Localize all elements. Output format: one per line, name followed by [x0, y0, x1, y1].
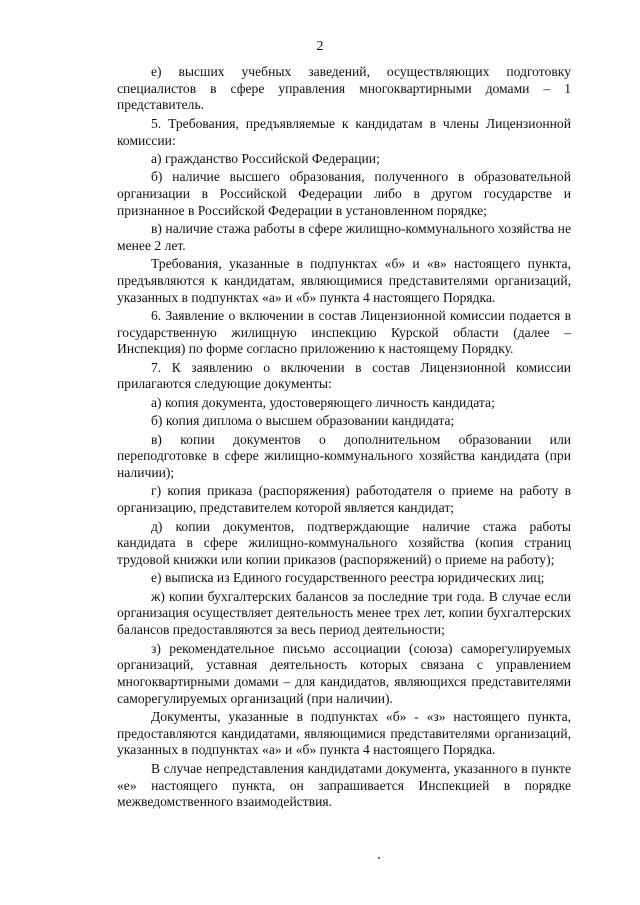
paragraph-13: д) копии документов, подтверждающие наличие стажа работы кандидата в сфере жилищно-коммунального хозяйства (копия страниц трудовой книжки или копии приказов (распоряжений) о приеме на работу); [117, 518, 571, 567]
paragraph-15: ж) копии бухгалтерских балансов за последние три года. В случае если организация осуществляет деятельность менее трех лет, копии бухгалтерских балансов предоставляются за весь период деятельности; [117, 588, 571, 638]
scan-speck [378, 857, 380, 859]
paragraph-16: з) рекомендательное письмо ассоциации (союза) саморегулируемых организаций, уставная деятельность которых связана с управлением многоквартирными домами – для кандидатов, являющихся представителями саморегулируемых организаций (при наличии). [117, 640, 571, 706]
paragraph-2: 5. Требования, предъявляемые к кандидатам в члены Лицензионной комиссии: [117, 115, 571, 148]
paragraph-10: б) копия диплома о высшем образовании кандидата; [151, 413, 455, 429]
paragraph-18: В случае непредставления кандидатами документа, указанного в пункте «е» настоящего пункта, он запрашивается Инспекцией в порядке межведомственного взаимодействия. [117, 760, 571, 810]
paragraph-12: г) копия приказа (распоряжения) работодателя о приеме на работу в организацию, представителем которой является кандидат; [117, 483, 571, 516]
paragraph-1: е) высших учебных заведений, осуществляющих подготовку специалистов в сфере управления многоквартирными домами – 1 представитель. [117, 64, 571, 113]
paragraph-5: в) наличие стажа работы в сфере жилищно-коммунального хозяйства не менее 2 лет. [117, 221, 571, 253]
paragraph-11: в) копии документов о дополнительном образовании или переподготовке в сфере жилищно-коммунального хозяйства кандидата (при наличии); [117, 431, 571, 481]
paragraph-14: е) выписка из Единого государственного реестра юридических лиц; [151, 570, 545, 586]
paragraph-6: Требования, указанные в подпунктах «б» и «в» настоящего пункта, предъявляются к кандидатам, являющимися представителями организаций, указанных в подпунктах «а» и «б» пункта 4 настоящего Порядка. [117, 256, 571, 305]
paragraph-17: Документы, указанные в подпунктах «б» - «з» настоящего пункта, предоставляются кандидатами, являющимися представителями организаций, указанных в подпунктах «а» и «б» пункта 4 настоящего Порядка. [117, 709, 571, 758]
paragraph-7: 6. Заявление о включении в состав Лицензионной комиссии подается в государственную жилищную инспекцию Курской области (далее – Инспекция) по форме согласно приложению к настоящему Порядку. [117, 307, 571, 357]
paragraph-3: а) гражданство Российской Федерации; [151, 150, 380, 166]
page-number: 2 [316, 39, 324, 54]
paragraph-4: б) наличие высшего образования, полученного в образовательной организации в Российской Федерации либо в другом государстве и признанное в Российской Федерации в установленном порядке; [117, 169, 571, 218]
document-body [117, 64, 571, 813]
paragraph-8: 7. К заявлению о включении в состав Лицензионной комиссии прилагаются следующие документы: [117, 359, 571, 392]
paragraph-9: а) копия документа, удостоверяющего личность кандидата; [151, 394, 495, 410]
